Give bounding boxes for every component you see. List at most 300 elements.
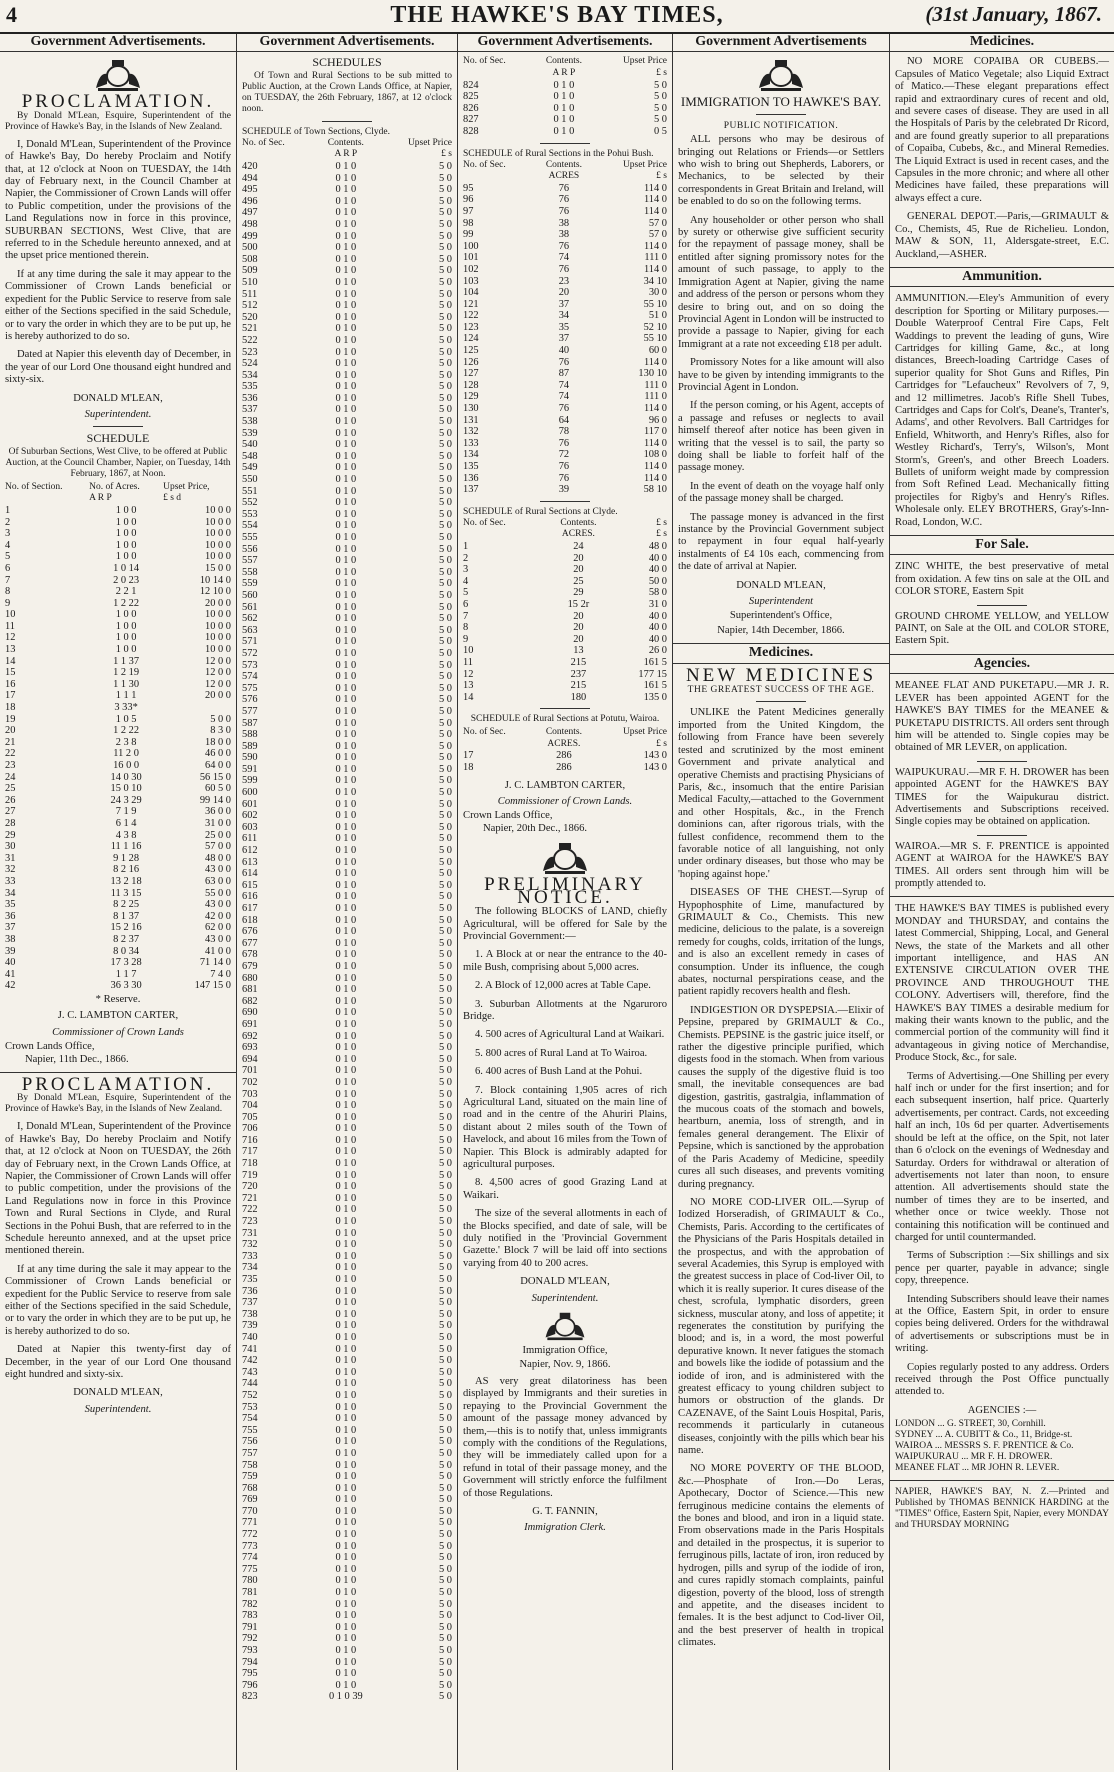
section-number: 1	[5, 504, 11, 516]
section-number: 791	[242, 1621, 258, 1633]
table-row	[242, 1065, 452, 1077]
section-contents: 0 1 0	[335, 1134, 357, 1146]
newspaper-title: THE HAWKE'S BAY TIMES,	[390, 2, 724, 28]
section-number: 557	[242, 555, 258, 567]
section-number: 563	[242, 624, 258, 636]
section-number: 8	[463, 622, 469, 634]
table-row	[463, 449, 667, 461]
section-number: 130	[463, 403, 479, 415]
table-row	[242, 868, 452, 880]
section-number: 99	[463, 229, 474, 241]
section-price: 5 0	[439, 1540, 452, 1552]
section-number: 732	[242, 1239, 258, 1251]
section-number: 17	[5, 690, 16, 702]
table-row	[242, 254, 452, 266]
section-contents: 1 0 0	[115, 504, 137, 516]
signer-role: Superintendent.	[84, 1403, 152, 1415]
section-price: 5 0	[439, 1401, 452, 1413]
section-price: 5 0	[439, 821, 452, 833]
signer: DONALD M'LEAN,	[736, 579, 826, 591]
table-row	[242, 1390, 452, 1402]
section-contents: 2 0 23	[113, 574, 140, 586]
section-number: 735	[242, 1274, 258, 1285]
section-price: 5 0	[439, 1216, 452, 1228]
section-number: 21	[5, 736, 16, 748]
section-price: 5 0	[439, 311, 452, 323]
table-row	[242, 1436, 452, 1448]
section-contents: 1 2 19	[113, 667, 140, 679]
table-row	[463, 103, 667, 115]
section-price: 147 15 0	[194, 980, 231, 992]
table-row	[242, 1425, 452, 1437]
table-row	[242, 857, 452, 869]
section-number: 704	[242, 1100, 258, 1112]
immigration-para: Any householder or other person who shall by surety or otherwise give sufficient security for the repayment of passage money, shall be entitled after signing promissory notes for the amount of such passage, to apply to the Immigration Agent at Napier, giving the name and address of the person or persons whom they desire to bring out, and on so doing the Provincial Agent in London will be instructed to provide a passage to Napier, giving for each Immigrant at a rate not exceeding £18 per adult.	[678, 214, 884, 350]
table-row	[242, 1599, 452, 1611]
section-contents: 4 3 8	[115, 829, 137, 841]
section-price: 99 14 0	[199, 794, 231, 806]
signer: G. T. FANNIN,	[532, 1505, 598, 1517]
section-number: 534	[242, 369, 258, 381]
table-row	[242, 1123, 452, 1135]
section-price: 5 0	[439, 1633, 452, 1645]
section-number: 128	[463, 379, 479, 391]
section-contents: 11 2 0	[113, 748, 139, 760]
section-number: 6	[5, 562, 11, 574]
section-contents: 0 1 0	[335, 1018, 357, 1030]
section-contents: 0 1 0	[335, 1540, 357, 1552]
table-row	[242, 1112, 452, 1124]
section-contents: 0 1 0	[335, 508, 357, 520]
section-contents: 1 0 5	[115, 713, 137, 725]
section-number: 3	[463, 564, 469, 576]
section-contents: 0 1 0	[335, 1007, 357, 1019]
section-price: 46 0 0	[205, 748, 231, 760]
unit-header: £ s d	[163, 493, 182, 504]
section-price: 5 0	[439, 346, 452, 358]
section-contents: 286	[556, 750, 572, 762]
section-number: 616	[242, 891, 258, 903]
section-contents: 24 3 29	[110, 794, 142, 806]
section-contents: 0 1 0	[335, 1042, 357, 1054]
table-row	[242, 996, 452, 1008]
section-number: 782	[242, 1598, 258, 1610]
table-row	[242, 915, 452, 927]
potutu-table	[463, 727, 667, 773]
table-row	[5, 679, 231, 691]
section-contents: 0 1 0	[335, 288, 357, 300]
section-contents: 20	[573, 552, 584, 564]
signer: DONALD M'LEAN,	[73, 392, 163, 404]
section-number: 27	[5, 806, 16, 818]
section-contents: 0 1 0	[335, 242, 357, 254]
section-contents: 0 1 0	[335, 161, 357, 172]
section-price: 5 0	[439, 1679, 452, 1691]
column-heading: Government Advertisements.	[237, 34, 457, 52]
section-contents: 0 1 0	[335, 914, 357, 926]
table-row	[5, 783, 231, 795]
section-contents: 0 1 0	[335, 1378, 357, 1390]
table-row	[5, 957, 231, 969]
section-number: 719	[242, 1169, 258, 1181]
section-contents: 1 0 0	[115, 632, 137, 644]
section-number: 559	[242, 578, 258, 590]
table-row	[463, 599, 667, 611]
section-number: 736	[242, 1285, 258, 1297]
section-number: 705	[242, 1111, 258, 1123]
table-row	[242, 393, 452, 405]
section-number: 11	[463, 656, 474, 668]
section-price: 5 0	[439, 763, 452, 775]
section-price: 161 5	[643, 656, 667, 668]
section-contents: 0 1 0	[335, 392, 357, 404]
table-row	[242, 1471, 452, 1483]
table-row	[463, 762, 667, 774]
section-contents: 1 0 14	[113, 562, 140, 574]
section-price: 5 0	[439, 833, 452, 845]
section-price: 114 0	[644, 403, 667, 415]
section-contents: 0 1 0	[335, 1158, 357, 1170]
section-contents: 1 0 0	[115, 551, 137, 563]
section-contents: 0 1 0	[335, 717, 357, 729]
table-row	[5, 609, 231, 621]
section-price: 55 10	[643, 298, 667, 310]
section-contents: 0 1 0	[335, 775, 357, 787]
section-price: 40 0	[648, 610, 667, 622]
section-contents: 74	[558, 391, 570, 403]
table-row	[463, 114, 667, 126]
section-number: 759	[242, 1471, 258, 1483]
table-row	[242, 1541, 452, 1553]
section-price: 5 0	[439, 1146, 452, 1158]
office-date: Napier, 11th Dec., 1866.	[25, 1053, 129, 1065]
section-number: 676	[242, 926, 258, 938]
col-header: Contents.	[545, 727, 582, 738]
section-price: 7 4 0	[210, 968, 231, 980]
section-price: 36 0 0	[205, 806, 231, 818]
section-contents: 0 1 0	[335, 960, 357, 972]
section-number: 20	[5, 725, 16, 737]
section-number: 752	[242, 1389, 258, 1401]
section-contents: 74	[558, 379, 570, 391]
table-row	[242, 1170, 452, 1182]
table-row	[5, 922, 231, 934]
section-number: 770	[242, 1505, 258, 1517]
table-row	[242, 949, 452, 961]
agencies-title: AGENCIES :—	[967, 1404, 1037, 1416]
section-price: 5 0	[439, 1552, 452, 1564]
table-row	[242, 1251, 452, 1263]
section-number: 615	[242, 879, 258, 891]
table-row	[242, 1054, 452, 1066]
section-contents: 0 1 0	[335, 1447, 357, 1459]
section-price: 41 0 0	[205, 945, 231, 957]
section-price: 5 0	[439, 172, 452, 184]
section-number: 12	[463, 668, 474, 680]
section-contents: 40	[558, 345, 570, 357]
section-price: 5 0	[439, 937, 452, 949]
section-contents: 20	[573, 622, 584, 634]
table-row	[242, 207, 452, 219]
section-number: 555	[242, 532, 258, 543]
table-row	[242, 1610, 452, 1622]
table-row	[463, 218, 667, 230]
table-row	[242, 1413, 452, 1425]
section-price: 5 0 0	[210, 713, 231, 725]
section-price: 5 0	[439, 682, 452, 694]
section-contents: 0 1 0	[335, 763, 357, 775]
section-contents: 0 1 0	[335, 323, 357, 335]
section-price: 10 14 0	[199, 574, 231, 586]
table-row	[242, 520, 452, 532]
section-number: 101	[463, 252, 479, 264]
table-row	[242, 845, 452, 857]
section-contents: 0 1 0	[335, 1076, 357, 1088]
table-row	[242, 347, 452, 359]
section-contents: 0 1 0	[335, 798, 357, 810]
royal-crest-icon	[540, 1311, 590, 1341]
section-number: 97	[463, 205, 474, 217]
section-number: 3	[5, 528, 11, 540]
section-number: 497	[242, 207, 258, 219]
section-contents: 0 1 0	[335, 949, 357, 961]
section-contents: 0 1 0	[335, 1575, 357, 1587]
section-price: 5 0	[439, 1598, 452, 1610]
section-price: 5 0	[439, 1378, 452, 1390]
table-row	[242, 486, 452, 498]
proclamation-dated: Dated at Napier this eleventh day of December, in the year of our Lord One thousand eight hundred and sixty-six.	[5, 349, 231, 386]
section-price: 40 0	[648, 622, 667, 634]
section-number: 744	[242, 1378, 258, 1390]
section-price: 5 0	[439, 636, 452, 648]
table-row	[242, 1031, 452, 1043]
section-number: 603	[242, 821, 258, 833]
section-number: 718	[242, 1158, 258, 1170]
section-contents: 76	[558, 461, 570, 472]
section-number: 131	[463, 414, 479, 426]
section-number: 738	[242, 1308, 258, 1320]
section-price: 5 0	[439, 1158, 452, 1170]
section-price: 5 0	[439, 624, 452, 636]
section-contents: 24	[573, 540, 584, 552]
section-contents: 0 1 0	[553, 91, 575, 103]
section-contents: 20	[573, 633, 584, 645]
section-price: 5 0	[439, 949, 452, 961]
section-price: 63 0 0	[205, 875, 231, 887]
table-row	[242, 567, 452, 579]
section-number: 35	[5, 899, 16, 911]
table-row	[463, 750, 667, 762]
section-number: 825	[463, 91, 479, 103]
section-contents: 0 1 0	[335, 868, 357, 880]
column-heading: Government Advertisements.	[458, 34, 672, 52]
proclamation-by: By Donald M'Lean, Esquire, Superintendent of the Province of Hawke's Bay, in the Islands of New Zealand.	[5, 110, 231, 132]
section-number: 574	[242, 671, 258, 683]
section-price: 64 0 0	[205, 760, 231, 771]
section-price: 114 0	[644, 205, 667, 217]
table-row	[5, 575, 231, 587]
section-number: 523	[242, 346, 258, 358]
section-price: 5 0	[439, 705, 452, 717]
table-row	[242, 323, 452, 335]
section-number: 756	[242, 1436, 258, 1448]
medicine-para: NO MORE COD-LIVER OIL.—Syrup of Iodized Horseradish, of GRIMAULT & Co., Chemists, Paris. According to the certificates of the Physicians of the Paris Hospitals detailed in the prospectus, and with the approbation of several Academies, this Syrup is employed with the greatest success in place of Cod-liver Oil, to which it is really superior. It cures disease of the chest, scrofula, lymphatic disorders, green sickness, muscular atony, and loss of appetite; it regenerates the constitution by purifying the blood; and is, in a word, the most powerful depurative known. It never fatigues the stomach and bowels like the iodide of potassium and the iodide of iron, and is administered with the greatest efficacy to young children subject to humors or obstruction of the glands. Dr CAZENAVE, of the Saint Louis Hospital, Paris, recommends it particularly in cutaneous diseases, conjointly with the pills which bear his name.	[678, 1196, 884, 1457]
table-row	[242, 775, 452, 787]
section-price: 12 0 0	[205, 655, 231, 667]
section-price: 5 0	[439, 1192, 452, 1204]
section-price: 5 0	[439, 1413, 452, 1425]
immigration-body: AS very great dilatoriness has been displayed by Immigrants and their sureties in repaying to the Provincial Government the amount of the passage money advanced by them,—this is to notify that, unless immigrants comply with the conditions of the Regulations, they will be immediately called upon for a refund in total of their passage money, and the Government will strictly enforce the fulfilment of those Regulations.	[463, 1375, 667, 1499]
section-number: 29	[5, 829, 16, 841]
section-contents: 20	[573, 564, 584, 576]
section-contents: 0 1 0	[335, 195, 357, 207]
section-contents: 0 1 0	[335, 1123, 357, 1135]
table-row	[242, 810, 452, 822]
section-number: 572	[242, 647, 258, 659]
section-number: 129	[463, 391, 479, 403]
section-number: 771	[242, 1517, 258, 1529]
unit-header: A R P	[552, 68, 576, 78]
table-row	[5, 737, 231, 749]
section-price: 31 0	[648, 598, 667, 610]
column-2	[236, 34, 457, 1770]
section-price: 5 0	[439, 1204, 452, 1216]
section-contents: 0 1 0	[335, 1053, 357, 1065]
proclamation-title: PROCLAMATION.	[21, 1073, 215, 1095]
section-number: 539	[242, 427, 258, 439]
section-price: 55 10	[643, 333, 667, 345]
prelim-item: 1. A Block at or near the entrance to the 40-mile Bush, comprising about 5,000 acres.	[463, 949, 667, 973]
section-price: 5 0	[439, 1042, 452, 1054]
section-contents: 0 1 0	[335, 427, 357, 439]
table-row	[242, 555, 452, 567]
section-number: 753	[242, 1401, 258, 1413]
table-row	[242, 1344, 452, 1356]
section-price: 10 0 0	[205, 504, 231, 516]
table-row	[242, 242, 452, 254]
unit-header: A R P	[334, 149, 358, 160]
table-row	[463, 645, 667, 657]
section-number: 28	[5, 817, 16, 829]
table-row	[242, 1633, 452, 1645]
table-row	[242, 1460, 452, 1472]
section-number: 562	[242, 613, 258, 625]
section-price: 5 0	[439, 879, 452, 891]
table-row	[242, 741, 452, 753]
section-contents: 13	[573, 645, 584, 657]
section-price: 5 0	[439, 740, 452, 752]
section-number: 23	[5, 760, 16, 771]
section-price: 5 0	[439, 647, 452, 659]
section-contents: 0 1 0	[335, 810, 357, 822]
section-contents: 1 0 0	[115, 644, 137, 656]
table-row	[242, 1042, 452, 1054]
section-number: 571	[242, 636, 258, 648]
section-contents: 0 1 0	[335, 694, 357, 706]
section-price: 143 0	[643, 762, 667, 774]
section-contents: 0 1 0	[335, 566, 357, 578]
section-number: 612	[242, 845, 258, 857]
table-row	[463, 611, 667, 623]
section-price: 5 0	[439, 1100, 452, 1112]
section-price: 56 15 0	[199, 771, 231, 783]
section-number: 694	[242, 1053, 258, 1065]
section-contents: 1 0 0	[115, 516, 137, 528]
section-price: 5 0	[439, 914, 452, 926]
section-number: 573	[242, 659, 258, 671]
section-price: 5 0	[439, 1459, 452, 1471]
section-number: 4	[5, 539, 11, 551]
proclamation-by: By Donald M'Lean, Esquire, Superintendent of the Province of Hawke's Bay, in the Islands of New Zealand.	[5, 1093, 231, 1115]
section-contents: 0 1 0	[335, 972, 357, 984]
table-row	[463, 206, 667, 218]
table-row	[242, 1517, 452, 1529]
section-number: 755	[242, 1424, 258, 1436]
section-price: 5 0	[439, 404, 452, 416]
col-header: £ s	[656, 517, 667, 528]
signer-role: Superintendent.	[84, 408, 152, 420]
section-contents: 2 3 8	[115, 736, 137, 748]
section-price: 5 0	[439, 995, 452, 1007]
table-row	[5, 598, 231, 610]
section-price: 26 0	[648, 645, 667, 657]
section-price: 5 0	[439, 1517, 452, 1529]
section-contents: 0 1 0	[335, 1343, 357, 1355]
immigration-para: In the event of death on the voyage half only of the passage money shall be charged.	[678, 480, 884, 505]
section-number: 123	[463, 321, 479, 333]
section-price: 96 0	[648, 414, 667, 426]
section-contents: 0 1 0	[335, 207, 357, 219]
section-number: 500	[242, 242, 258, 254]
signer-role: Superintendent	[748, 596, 814, 608]
ammunition-ad: AMMUNITION.—Eley's Ammunition of every description for Sporting or Military purposes.—Double Waterproof Central Fire Caps, Felt Waddings to prevent the leading of guns, Wire Cartridges for killing Game, &c., at long distances, Breech-loading Cartridge Cases of superior quality for Shot Guns and Rifles, Pin Cartridges for "Lefaucheux" Revolvers of 7, 9, and 12 millimetres. Jacob's Rifle Shell Tubes, Cartridges and Caps for Colt's, Deane's, Tranter's, Adams', and other Revolvers. Ball Cartridges for Enfield, Whitworth, and Henry's Rifles, also for Westley Richard's, Terry's, Wilson's, Mont Storm's, Green's, and other Breech Loaders. Bullets of uniform weight made by compression from Soft Refined Lead. Mechanically fitting projectiles for Rigby's and Henry's Rifles. Wholesale only. ELEY BROTHERS, Gray's-Inn-Road, London, W.C.	[895, 293, 1109, 528]
table-row	[463, 126, 667, 138]
section-contents: 0 1 0	[335, 1587, 357, 1599]
section-contents: 0 1 0	[335, 1088, 357, 1100]
section-number: 717	[242, 1146, 258, 1158]
section-price: 5 0	[439, 671, 452, 683]
table-row	[242, 1286, 452, 1298]
section-number: 12	[5, 632, 16, 644]
section-contents: 0 1 0	[335, 543, 357, 555]
table-row	[242, 497, 452, 509]
prelim-item: 5. 800 acres of Rural Land at To Wairoa.	[475, 1047, 648, 1059]
section-contents: 0 1 0	[335, 520, 357, 532]
section-contents: 0 1 0	[335, 346, 357, 358]
section-price: 117 0	[644, 426, 667, 438]
section-number: 1	[463, 540, 469, 552]
section-price: 5 0	[439, 323, 452, 335]
proclamation-body: I, Donald M'Lean, Superintendent of the Province of Hawke's Bay, Do hereby Proclaim and Notify that, at 12 o'clock at Noon on TUESDAY, the 14th day of February next, in the Council Chamber at Napier, the Commissioner of Crown Lands will offer to Public competition, under the provisions of the Land Regulations now in force in this province, SUBURBAN SECTIONS, West Clive, that are referred to in the Schedule hereunto annexed, and at the upset price mentioned therein.	[5, 138, 231, 262]
section-contents: 0 1 0	[335, 578, 357, 590]
table-row	[5, 760, 231, 772]
column-heading: Government Advertisements	[673, 34, 889, 52]
section-number: 795	[242, 1668, 258, 1680]
table-row	[5, 806, 231, 818]
prelim-item: 4. 500 acres of Agricultural Land at Waikari.	[475, 1029, 665, 1041]
section-contents: 0 1 0	[335, 1181, 357, 1193]
table-row	[242, 381, 452, 393]
section-contents: 0 1 0	[335, 984, 357, 996]
section-price: 43 0 0	[205, 899, 231, 911]
section-contents: 0 1 0	[335, 265, 357, 277]
prelim-closing: The size of the several allotments in each of the Blocks specified, and date of sale, will be duly notified in the 'Provincial Government Gazette.' Block 7 will be laid off into sections varying from 40 to 200 acres.	[463, 1208, 667, 1269]
section-number: 496	[242, 195, 258, 207]
table-row	[242, 312, 452, 324]
section-price: 71 14 0	[199, 957, 231, 969]
section-number: 98	[463, 217, 474, 229]
royal-crest-icon	[753, 58, 809, 92]
